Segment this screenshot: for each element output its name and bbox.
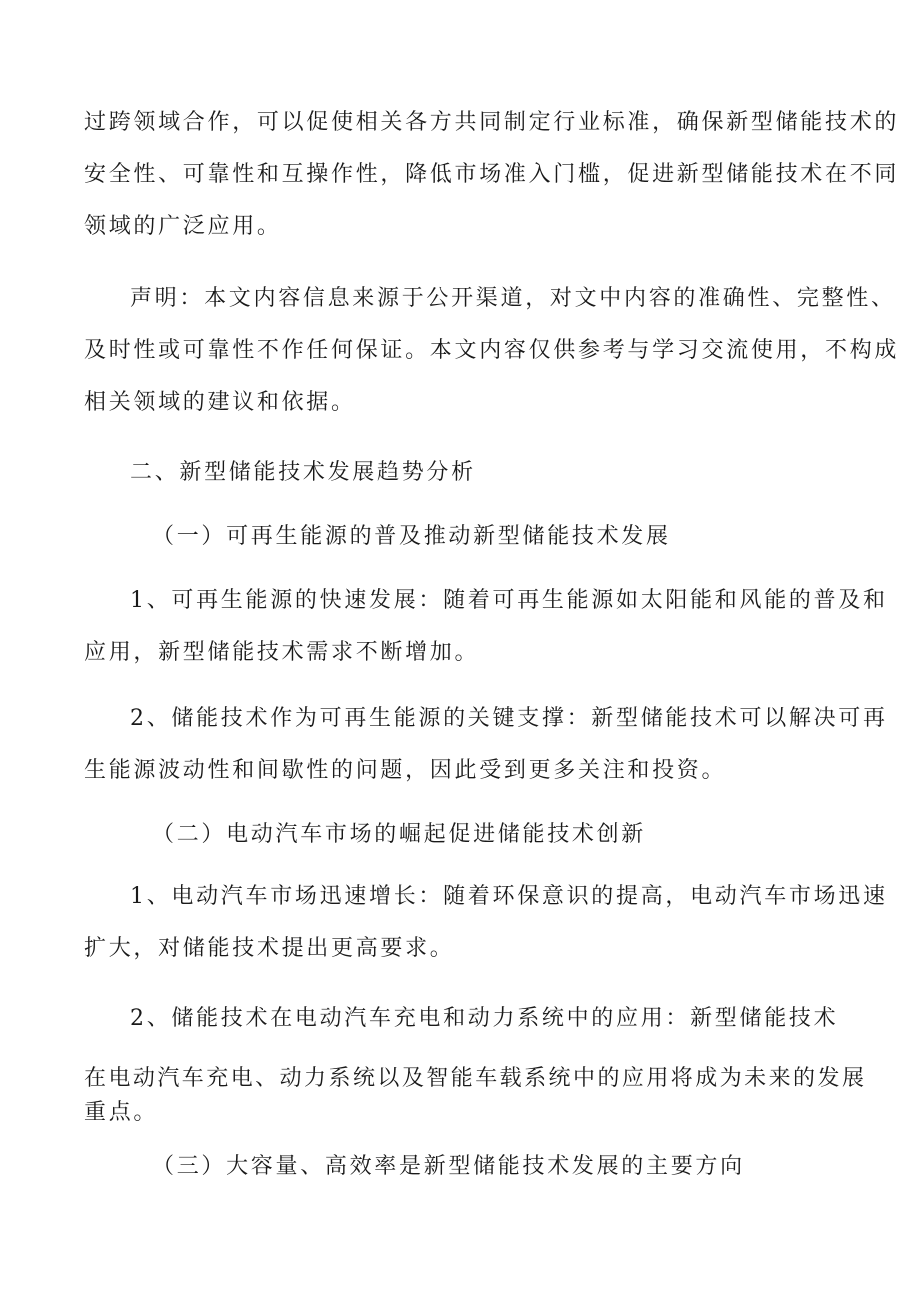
paragraph-line: 过跨领域合作，可以促使相关各方共同制定行业标准，确保新型储能技术的 [84,110,900,135]
subsection-heading: （二）电动汽车市场的崛起促进储能技术创新 [152,822,647,847]
list-item-line: 生能源波动性和间歇性的问题，因此受到更多关注和投资。 [84,758,727,783]
list-item-line: 2、储能技术作为可再生能源的关键支撑：新型储能技术可以解决可再 [130,706,888,731]
list-item-line: 应用，新型储能技术需求不断增加。 [84,640,480,665]
subsection-heading: （一）可再生能源的普及推动新型储能技术发展 [152,524,671,549]
list-item-line: 1、可再生能源的快速发展：随着可再生能源如太阳能和风能的普及和 [130,588,888,613]
disclaimer-line: 相关领域的建议和依据。 [84,390,356,415]
paragraph-line: 领域的广泛应用。 [84,214,282,239]
list-item-line: 2、储能技术在电动汽车充电和动力系统中的应用：新型储能技术 [130,1006,839,1031]
list-item-line: 在电动汽车充电、动力系统以及智能车载系统中的应用将成为未来的发展 [84,1066,867,1091]
disclaimer-line: 及时性或可靠性不作任何保证。本文内容仅供参考与学习交流使用，不构成 [84,338,900,363]
subsection-heading: （三）大容量、高效率是新型储能技术发展的主要方向 [152,1154,745,1179]
list-item-line: 重点。 [84,1100,159,1125]
list-item-line: 扩大，对储能技术提出更高要求。 [84,936,455,961]
list-item-line: 1、电动汽车市场迅速增长：随着环保意识的提高，电动汽车市场迅速 [130,884,888,909]
section-heading: 二、新型储能技术发展趋势分析 [130,460,476,485]
paragraph-line: 安全性、可靠性和互操作性，降低市场准入门槛，促进新型储能技术在不同 [84,162,900,187]
disclaimer-line: 声明：本文内容信息来源于公开渠道，对文中内容的准确性、完整性、 [130,286,896,311]
